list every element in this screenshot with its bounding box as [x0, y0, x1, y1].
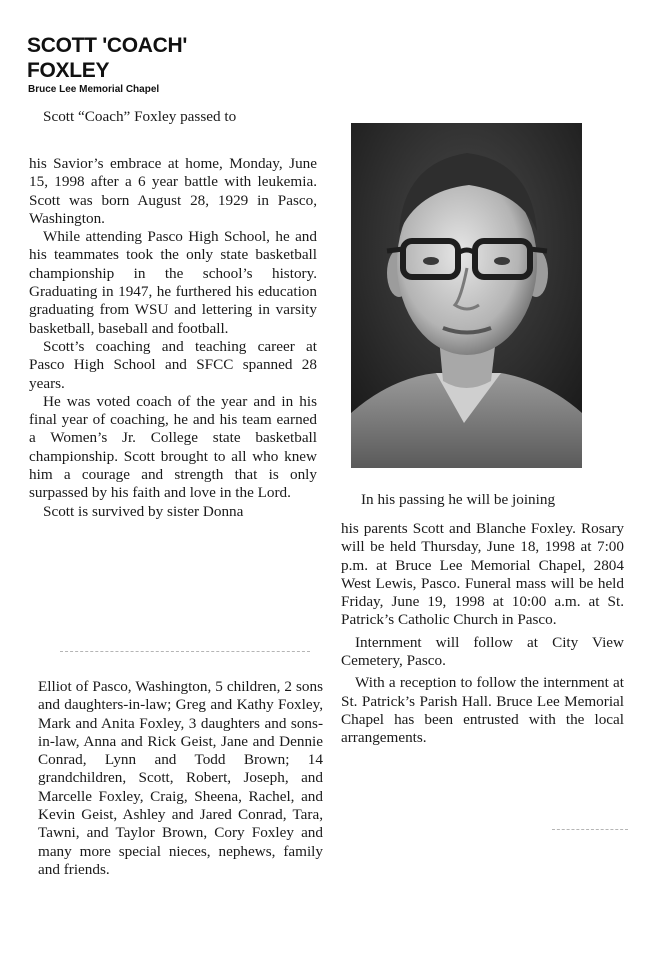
column-divider-left: [60, 651, 310, 652]
joining-sentence: In his passing he will be joining: [361, 491, 556, 508]
paragraph-survived-by: Scott is survived by sister Donna: [43, 502, 244, 520]
paragraph-coach-of-year: He was voted coach of the year and in his final year of coaching, he and his team earned a Women’s Jr. College state basketball championship. Scott brought to all who knew him a courage and strength that is only surpassed by his faith and love in the Lord.: [29, 392, 317, 502]
left-lead-line: [43, 108, 305, 126]
portrait-photo-icon: [351, 123, 582, 468]
paragraph-death-notice: his Savior’s embrace at home, Monday, June 15, 1998 after a 6 year battle with leukemia. Scott was born August 28, 1929 in Pasco, Washington.: [29, 155, 317, 227]
paragraph-coaching-career: Scott’s coaching and teaching career at Pasco High School and SFCC spanned 28 years.: [29, 337, 317, 392]
chapel-byline: Bruce Lee Memorial Chapel: [28, 84, 160, 95]
paragraph-reception: With a reception to follow the internment at St. Patrick’s Parish Hall. Bruce Lee Memorial Chapel has been entrusted with the local arrangements.: [341, 674, 624, 747]
paragraph-services: his parents Scott and Blanche Foxley. Rosary will be held Thursday, June 18, 1998 at 7:00 p.m. at Bruce Lee Memorial Chapel, 2804 West Lewis, Pasco. Funeral mass will be held Friday, June 19, 1998 at 10:00 a.m. at St. Patrick’s Catholic Church in Pasco.: [341, 520, 624, 629]
left-column-body: [29, 155, 317, 521]
lead-sentence: Scott “Coach” Foxley passed to: [43, 108, 237, 125]
right-lead-line: [361, 491, 629, 509]
obituary-title-surname: FOXLEY: [27, 59, 110, 82]
left-column-continued: [38, 678, 323, 879]
paragraph-internment: Internment will follow at City View Cemetery, Pasco.: [341, 633, 624, 670]
paragraph-high-school: While attending Pasco High School, he and his teammates took the only state basketball championship in the school’s history. Graduating in 1947, he furthered his education graduating from WSU and lettering in varsity basketball, baseball and football.: [29, 228, 317, 337]
obituary-title-name: SCOTT 'COACH': [27, 34, 188, 57]
right-column-body: [341, 520, 624, 748]
end-rule: [552, 829, 628, 830]
paragraph-family-list: Elliot of Pasco, Washington, 5 children, 2 sons and daughters-in-law; Greg and Kathy Foxley, Mark and Anita Foxley, 3 daughters and sons-in-law, Anna and Rick Geist, Jane and Dennie Conrad, Lynn and Todd Brown; 14 grandchildren, Scott, Robert, Joseph, and Marcelle Foxley, Craig, Sheena, Rachel, and Kevin Geist, Ashley and Jared Conrad, Tara, Tawni, and Taylor Brown, Cory Foxley and many more special nieces, nephews, family and friends.: [38, 678, 323, 878]
